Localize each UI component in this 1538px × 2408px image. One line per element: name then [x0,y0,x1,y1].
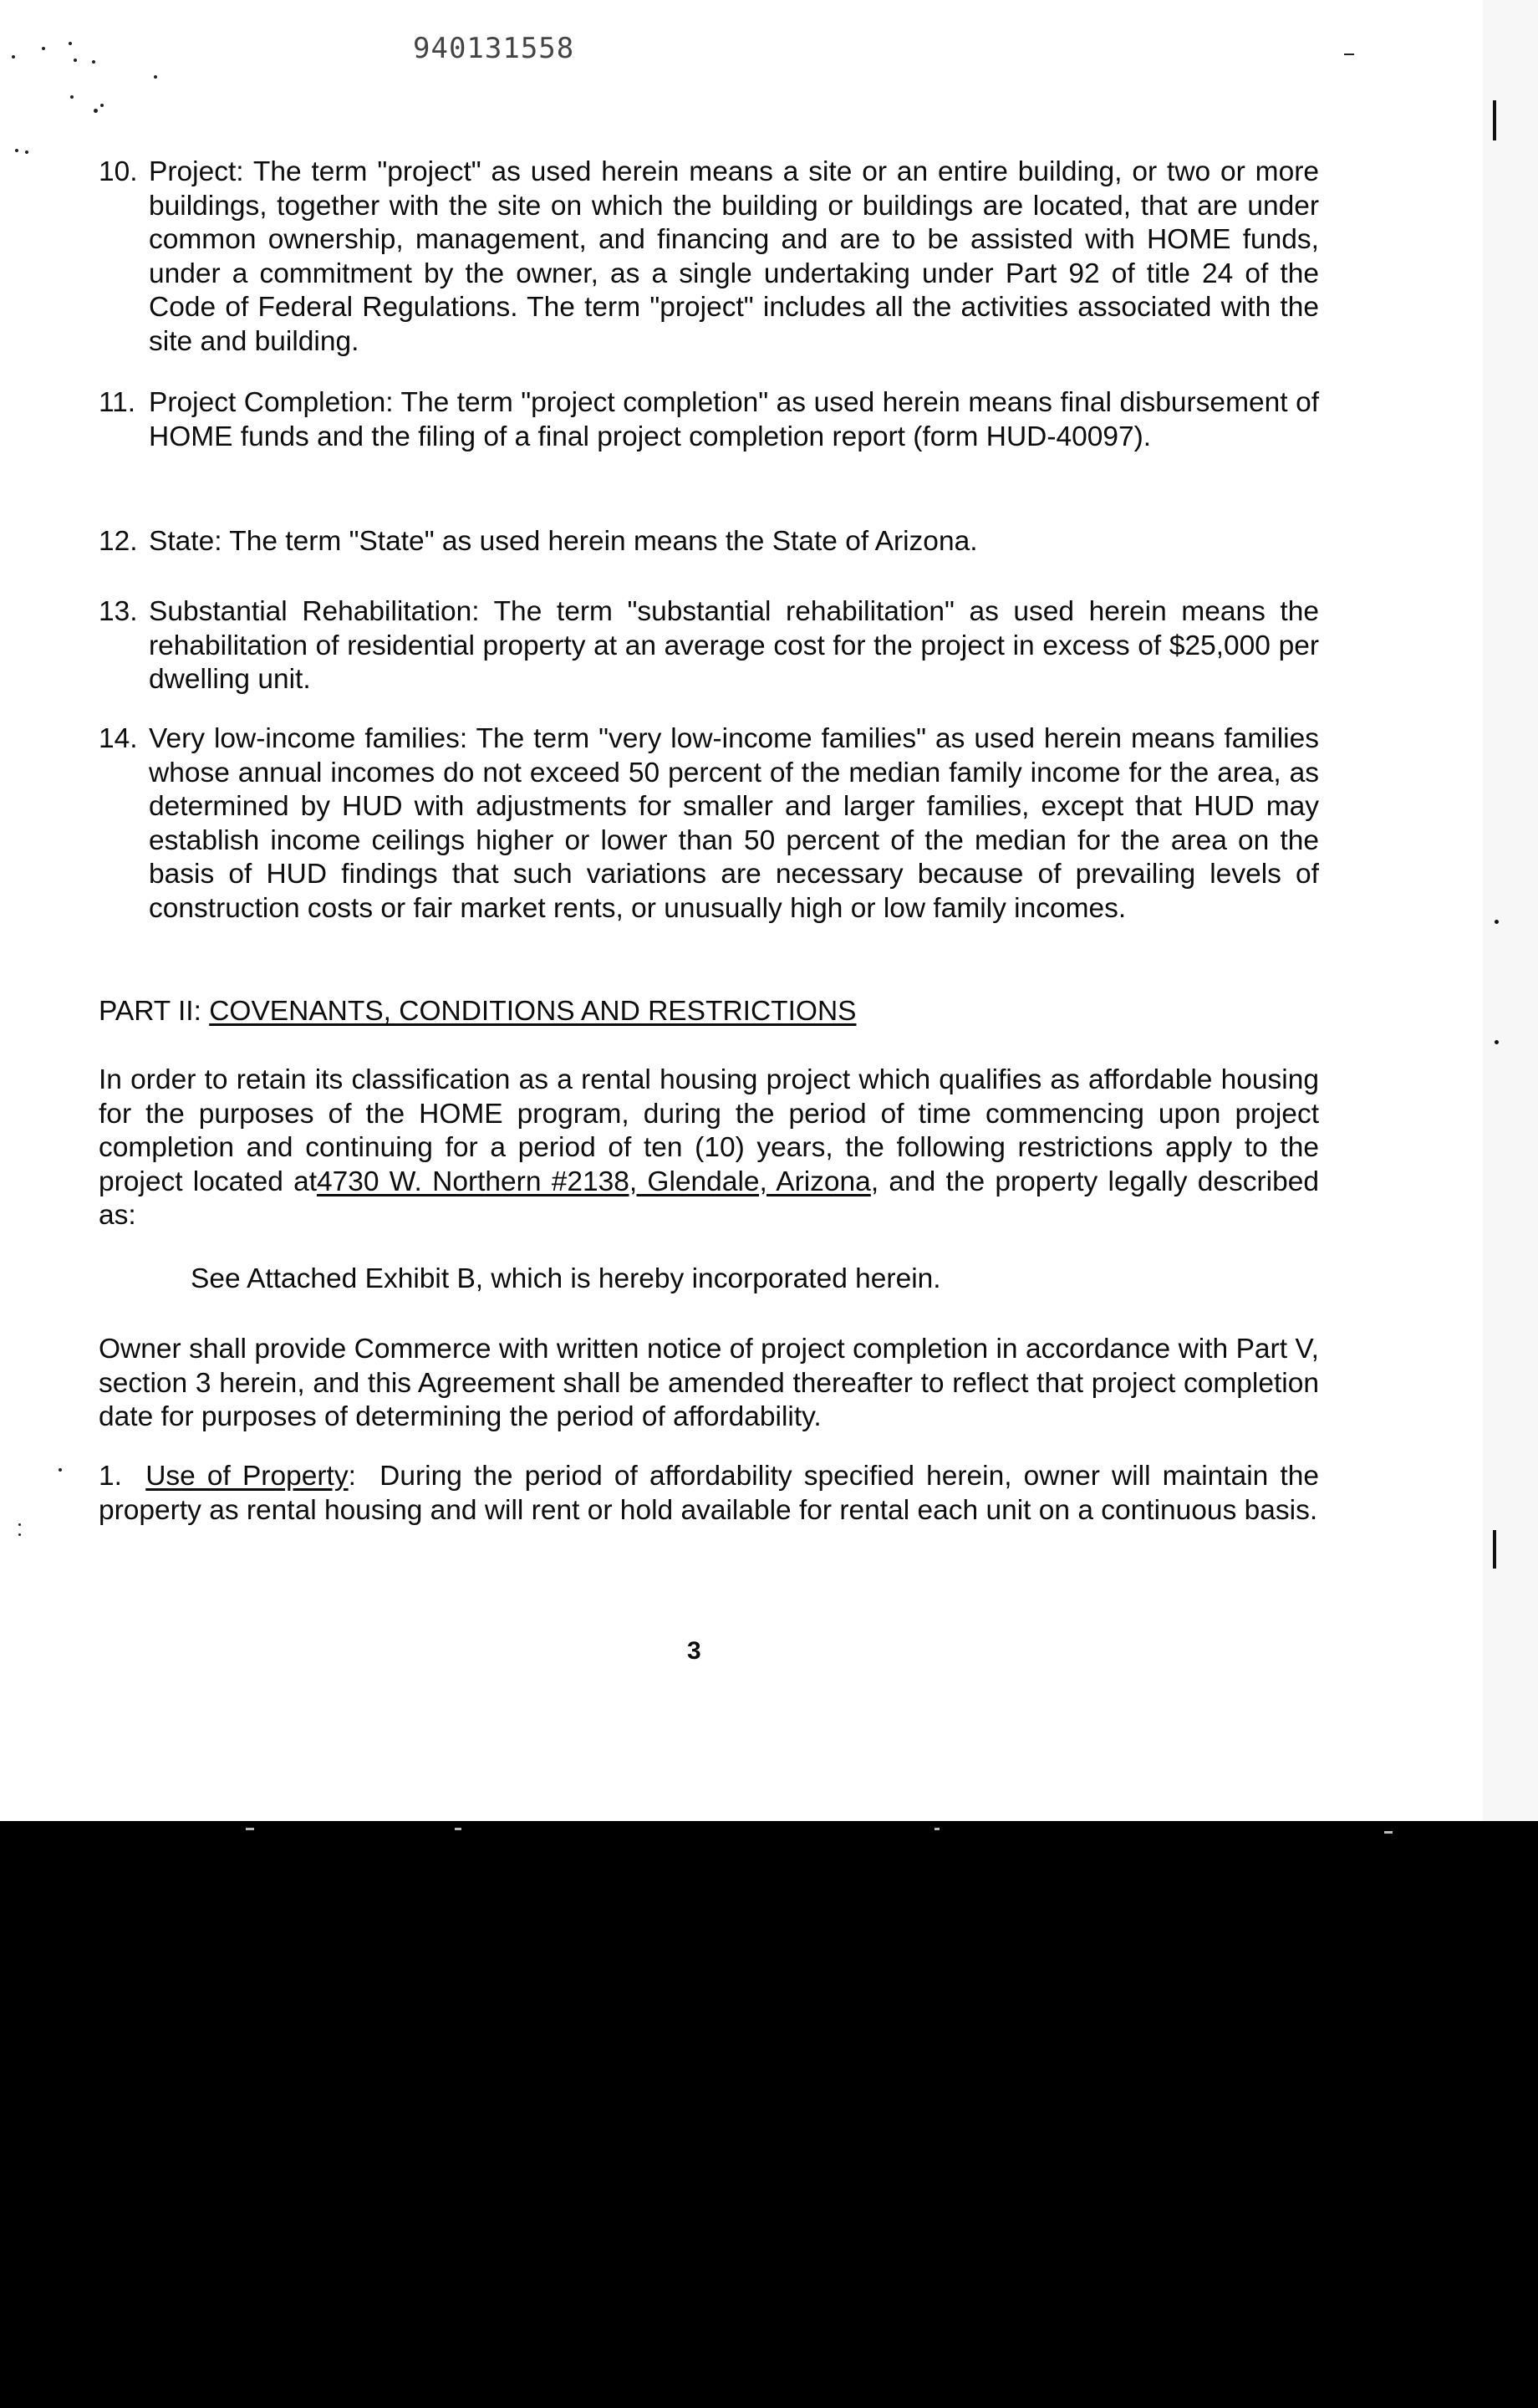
item-body [149,525,1319,559]
part-heading [99,995,1319,1029]
intro-text: In order to retain its classification as a rental housing project which qualifies as affordable housing for the purposes of the HOME program, during the period of time commencing upon project completion and continuing for a period of ten (10) years, the following restrictions apply to the project located at [99,1064,1319,1197]
item-label: Very low-income families: [149,723,468,754]
item-text: The term "very low-income families" as used herein means families whose annual incomes do not exceed 50 percent of the median family income for the area, as determined by HUD with adjustments for smaller and larger families, except that HUD may establish income ceilings higher or lower than 50 percent of the median for the area on the basis of HUD findings that such variations are necessary because of prevailing levels of construction costs or fair market rents, or unusually high or low family incomes. [149,723,1320,924]
scan-speck [154,75,157,79]
scan-speck [59,1468,62,1472]
item-label: State: [149,526,222,557]
item-text: The term "substantial rehabilitation" as used herein means the rehabilitation of residential property at an average cost for the project in excess of $25,000 per dwelling unit. [149,596,1319,695]
item-number: 14. [99,723,138,754]
intro-paragraph [99,1064,1319,1233]
scan-speck [70,95,74,99]
property-address: 4730 W. Northern #2138, Glendale, Arizona [317,1166,871,1197]
definition-item-12 [99,525,1319,559]
definition-item-14 [99,722,1319,926]
scan-speck [18,1523,21,1526]
item-body [149,722,1319,926]
item-text: The term "State" as used herein means the State of Arizona. [229,526,978,557]
item-number: 1. [99,1461,122,1492]
definition-item-11 [99,386,1319,454]
definition-item-13 [99,595,1319,697]
section-text: During the period of affordability specified herein, owner will maintain the property as rental housing and will rent or hold available for rental each unit on a continuous basis. [99,1461,1319,1526]
scan-edge-mark [1495,1040,1499,1044]
item-label: Project: [149,156,244,187]
scan-speck [455,1828,461,1830]
item-number: 10. [99,156,138,187]
scan-speck [25,150,28,154]
use-of-property-paragraph [99,1460,1319,1528]
scan-edge-mark [1493,1530,1496,1569]
intro-text-end: , and the property legally described as: [99,1166,1319,1231]
scan-speck [1384,1831,1393,1834]
item-text: The term "project" as used herein means a site or an entire building, or two or more buildings, together with the site on which the building or buildings are located, that are under common ownership, management, and financing and are to be assisted with HOME funds, under a commitment by the owner, as a single undertaking under Part 92 of title 24 of the Code of Federal Regulations. The term "project" includes all the activities associated with the site and building. [149,156,1320,357]
scan-speck [92,60,95,64]
scan-speck [18,1533,21,1536]
notice-paragraph: Owner shall provide Commerce with written notice of project completion in accordance with Part V, section 3 herein, and this Agreement shall be amended thereafter to reflect that project completion date for purposes of determining the period of affordability. [99,1334,1319,1432]
scan-speck [100,104,104,107]
item-number: 12. [99,526,138,557]
scan-speck [74,59,77,62]
section-label: Use of Property [145,1461,349,1492]
label-colon: : [348,1461,356,1492]
item-number: 11. [99,387,136,418]
page-number: 3 [687,1637,701,1665]
definition-item-10 [99,156,1319,359]
part-title: COVENANTS, CONDITIONS AND RESTRICTIONS [209,996,857,1027]
exhibit-reference: See Attached Exhibit B, which is hereby incorporated herein. [191,1263,941,1294]
scan-speck [1344,54,1354,55]
item-label: Project Completion: [149,387,394,418]
scan-edge-mark [1495,920,1499,924]
scan-speck [94,109,98,113]
scan-speck [15,149,18,152]
item-body [149,386,1319,454]
scan-speck [69,42,72,45]
item-label: Substantial Rehabilitation: [149,596,480,627]
scan-speck [246,1828,254,1830]
item-body [149,156,1319,359]
scan-edge [1483,0,1538,1821]
part-label: PART II: [99,996,201,1027]
scan-speck [935,1828,940,1830]
scan-speck [12,55,15,59]
item-number: 13. [99,596,138,627]
scan-speck [42,47,45,50]
document-id: 940131558 [413,32,575,65]
scan-edge-mark [1493,100,1496,140]
item-body [149,595,1319,697]
item-text: The term "project completion" as used herein means final disbursement of HOME funds and the filing of a final project completion report (form HUD-40097). [149,387,1320,452]
